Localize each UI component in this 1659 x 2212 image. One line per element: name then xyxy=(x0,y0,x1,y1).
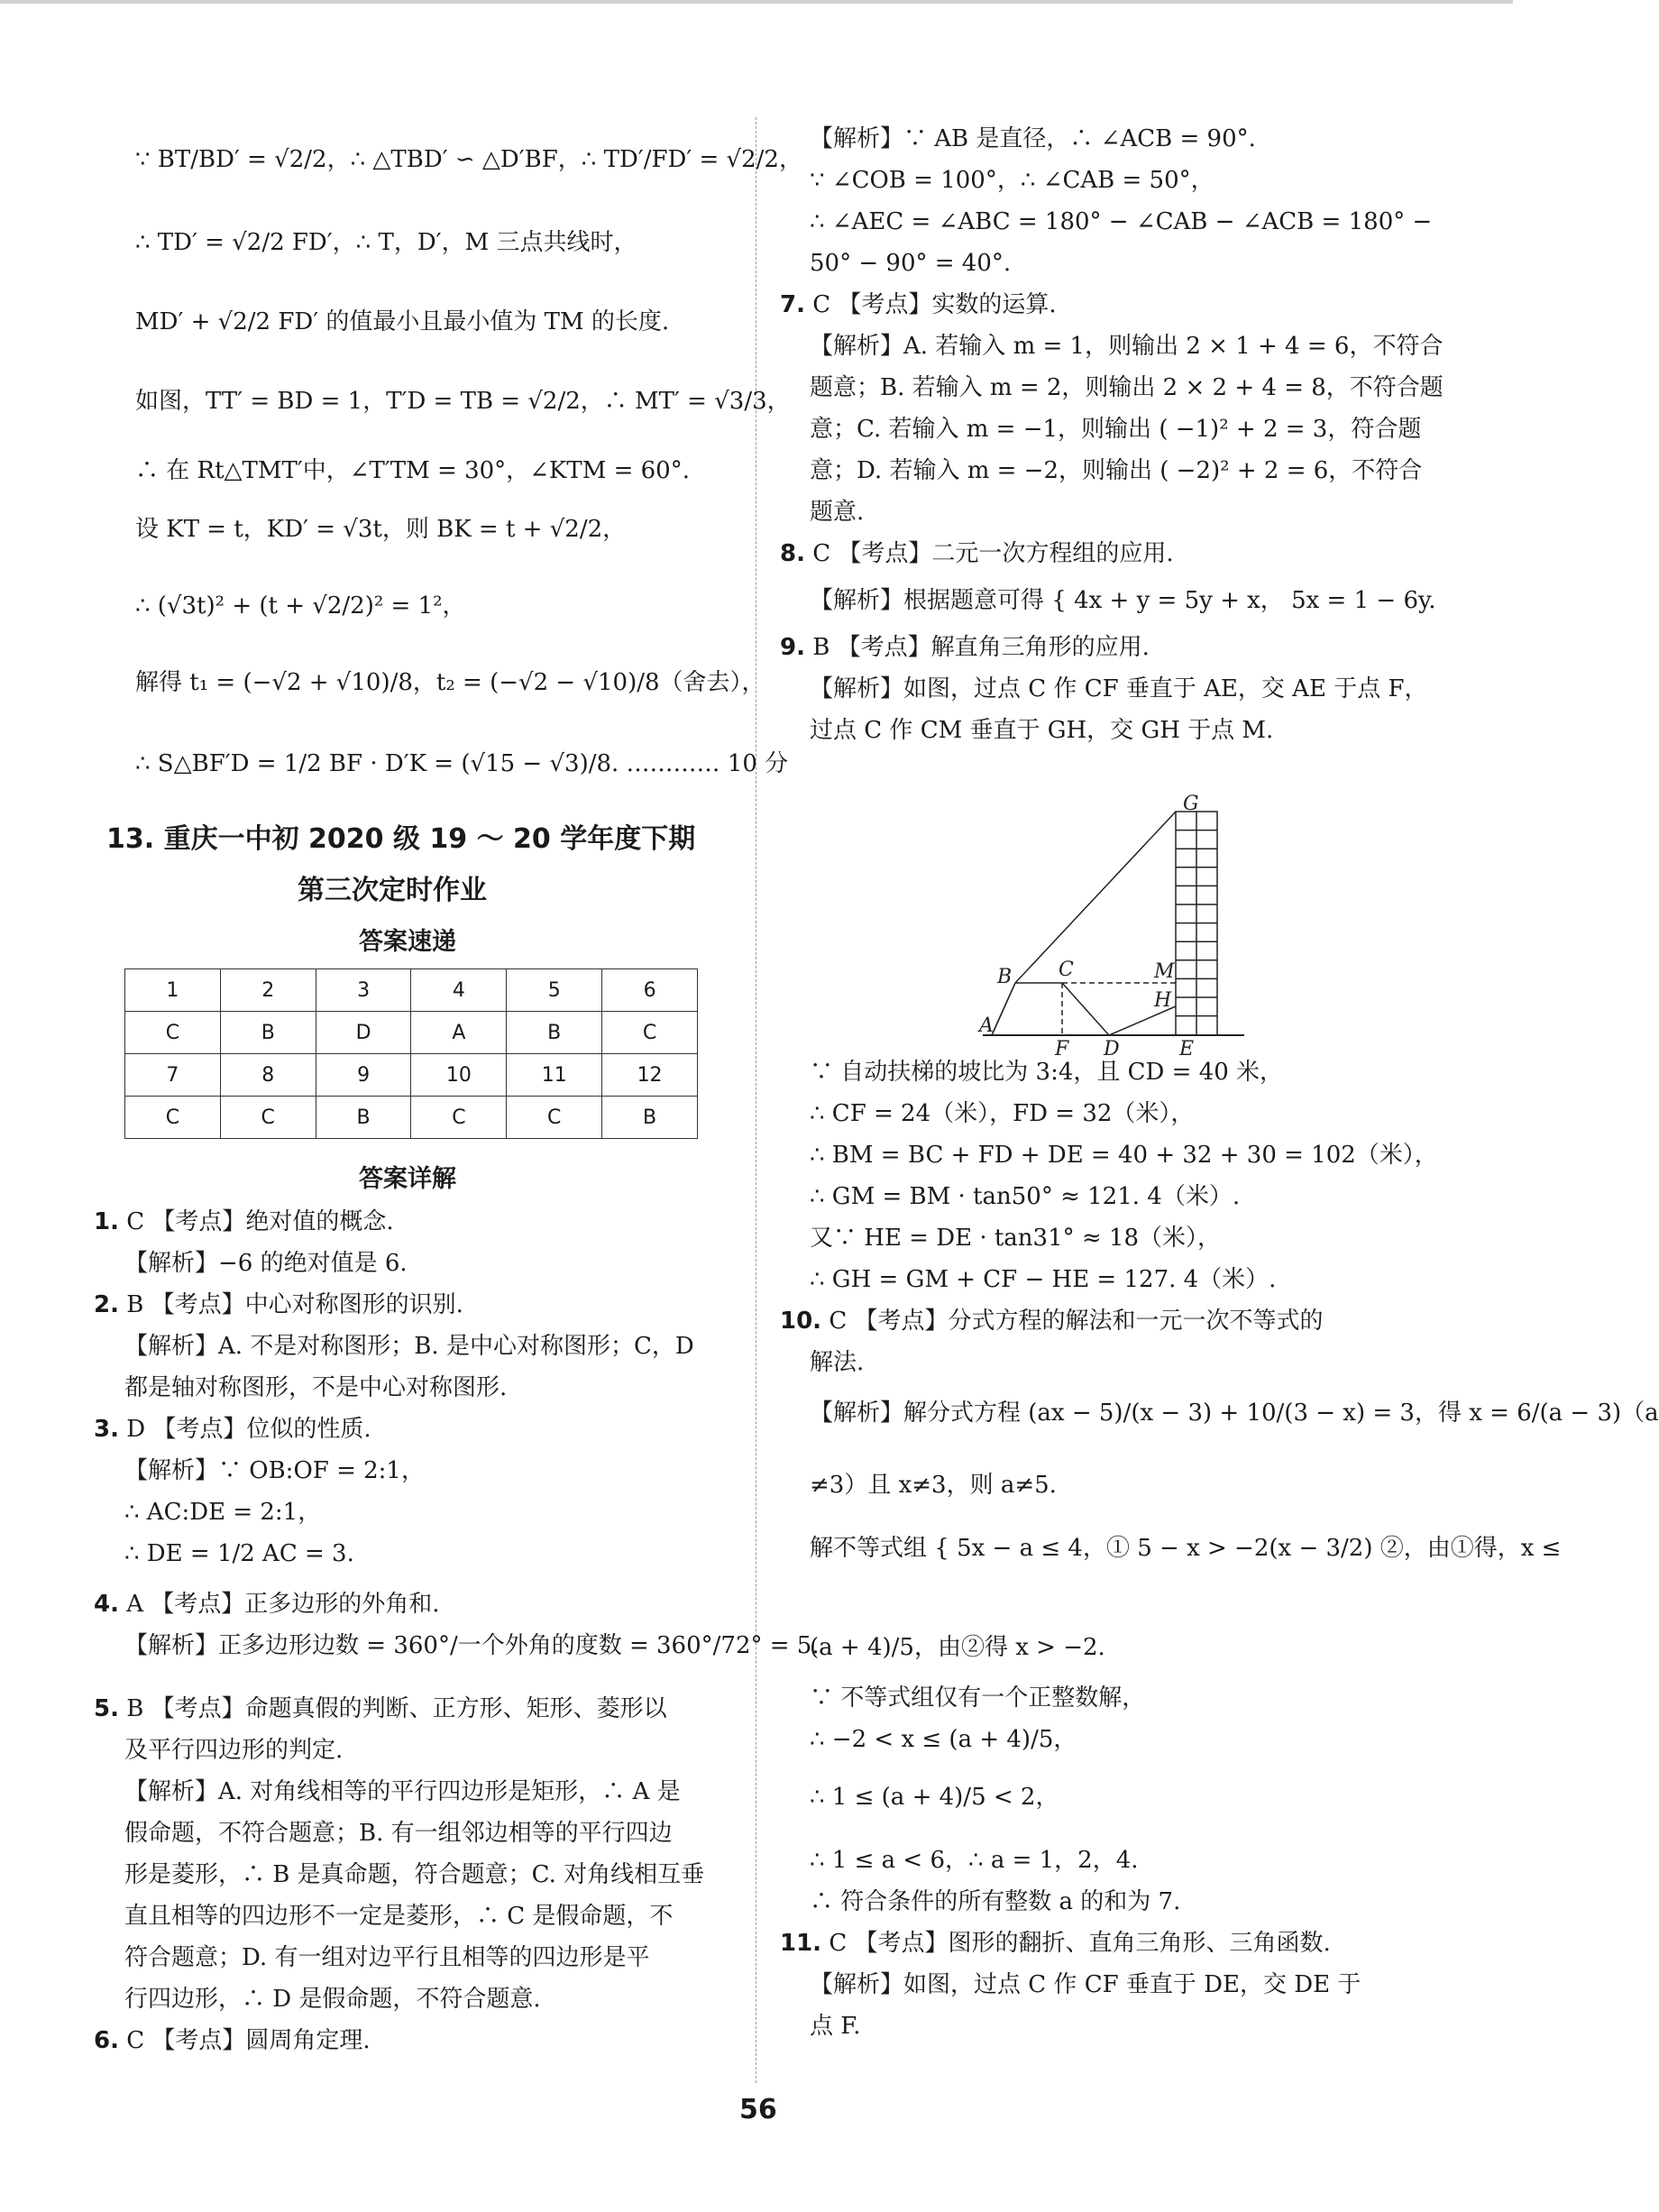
answer-line xyxy=(124,1735,343,1766)
line-text: 过点 C 作 CM 垂直于 GH，交 GH 于点 M. xyxy=(810,717,1274,744)
derivation-line xyxy=(135,455,690,486)
table-row xyxy=(125,1012,698,1054)
answer-line xyxy=(810,1140,1438,1170)
table-cell: C xyxy=(411,1097,507,1139)
answer-line xyxy=(124,1984,541,2015)
table-cell: 3 xyxy=(316,969,411,1012)
answer-table xyxy=(124,968,698,1139)
answer-line xyxy=(810,497,864,528)
line-text: ≠3）且 x≠3，则 a≠5. xyxy=(810,1472,1057,1499)
answer-line xyxy=(780,1928,1331,1959)
line-text: ∵ BT/BD′ = √2/2，∴ △TBD′ ∽ △D′BF，∴ TD′/FD′ = √2/2， xyxy=(135,146,802,173)
line-text: B 【考点】命题真假的判断、正方形、矩形、菱形以 xyxy=(126,1695,667,1722)
answer-line xyxy=(94,1207,394,1237)
line-text: ∴ BM = BC + FD + DE = 40 + 32 + 30 = 102（米）， xyxy=(810,1142,1438,1169)
answer-line xyxy=(810,1398,1659,1428)
line-text: D 【考点】位似的性质. xyxy=(126,1416,371,1443)
line-text: 设 KT = t，KD′ = √3t，则 BK = t + √2/2， xyxy=(135,516,627,543)
line-text: 直且相等的四边形不一定是菱形，∴ C 是假命题，不 xyxy=(124,1903,674,1930)
line-text: 形是菱形，∴ B 是真命题，符合题意；C. 对角线相互垂 xyxy=(124,1861,705,1888)
line-text: ∴ 1 ≤ a < 6，∴ a = 1，2，4. xyxy=(810,1847,1139,1874)
line-text: 意；D. 若输入 m = −2，则输出 ( −2)² + 2 = 6，不符合 xyxy=(810,457,1423,484)
answer-line xyxy=(94,1589,440,1620)
section-subtitle: 第三次定时作业 xyxy=(298,875,487,906)
derivation-line xyxy=(135,591,466,621)
answer-line xyxy=(810,1264,1276,1295)
answer-line xyxy=(810,165,1214,196)
line-text: ∴ DE = 1/2 AC = 3. xyxy=(124,1540,354,1567)
item-number: 5. xyxy=(94,1695,119,1722)
line-text: 解法. xyxy=(810,1349,865,1376)
answer-line xyxy=(810,1057,1283,1088)
line-text: 假命题，不符合题意；B. 有一组邻边相等的平行四边 xyxy=(124,1820,673,1847)
line-text: ∴ AC:DE = 2:1， xyxy=(124,1499,322,1526)
line-text: C 【考点】二元一次方程组的应用. xyxy=(812,540,1174,567)
line-text: 【解析】A. 不是对称图形；B. 是中心对称图形；C，D xyxy=(124,1333,694,1360)
answer-line xyxy=(124,1372,507,1403)
line-text: C 【考点】圆周角定理. xyxy=(126,2027,371,2054)
answer-line xyxy=(780,538,1174,569)
table-cell: C xyxy=(602,1012,698,1054)
line-text: (a + 4)/5，由②得 x > −2. xyxy=(810,1634,1105,1661)
item-number: 6. xyxy=(94,2027,119,2054)
table-cell: D xyxy=(316,1012,411,1054)
line-text: C 【考点】分式方程的解法和一元一次不等式的 xyxy=(829,1308,1324,1335)
answer-line xyxy=(780,632,1150,663)
label-f: F xyxy=(1055,1038,1069,1060)
line-text: 【解析】−6 的绝对值是 6. xyxy=(124,1250,408,1277)
line-text: ∴ −2 < x ≤ (a + 4)/5， xyxy=(810,1726,1077,1753)
line-text: ∴ 在 Rt△TMT′中，∠T′TM = 30°，∠KTM = 60°. xyxy=(135,457,690,484)
table-cell: 11 xyxy=(507,1054,602,1097)
label-m: M xyxy=(1154,960,1175,983)
answer-line xyxy=(94,1693,667,1724)
line-text: 【解析】如图，过点 C 作 CF 垂直于 AE，交 AE 于点 F， xyxy=(810,675,1428,702)
table-cell: B xyxy=(316,1097,411,1139)
answer-line xyxy=(810,1098,1194,1129)
table-cell: 9 xyxy=(316,1054,411,1097)
answer-line xyxy=(810,331,1443,362)
label-g: G xyxy=(1183,793,1199,815)
derivation-line xyxy=(135,514,626,545)
answer-line xyxy=(810,585,1436,616)
answer-line xyxy=(810,1724,1077,1755)
table-cell: 8 xyxy=(220,1054,316,1097)
line-text: 【解析】根据题意可得 { 4x + y = 5y + x， 5x = 1 − 6y. xyxy=(810,587,1436,614)
answer-line xyxy=(810,1470,1057,1501)
answer-line xyxy=(124,1901,673,1932)
item-number: 7. xyxy=(780,291,805,318)
section-title: 13. 重庆一中初 2020 级 19 ～ 20 学年度下期 xyxy=(106,823,696,855)
page-number: 56 xyxy=(739,2094,777,2125)
answer-line xyxy=(810,1632,1105,1663)
answer-line xyxy=(810,248,1011,279)
line-text: C 【考点】实数的运算. xyxy=(812,291,1057,318)
answer-line xyxy=(124,1776,681,1807)
answer-line xyxy=(810,414,1421,445)
derivation-line xyxy=(135,667,765,698)
answer-line xyxy=(124,1497,321,1528)
answer-line xyxy=(94,1290,463,1320)
answer-line xyxy=(124,1455,425,1486)
table-cell: C xyxy=(507,1097,602,1139)
line-text: 【解析】∵ OB:OF = 2:1， xyxy=(124,1457,425,1484)
answer-line xyxy=(810,2011,861,2042)
table-cell: 10 xyxy=(411,1054,507,1097)
table-cell: A xyxy=(411,1012,507,1054)
label-c: C xyxy=(1059,959,1074,981)
derivation-line xyxy=(135,386,791,417)
answer-line xyxy=(810,1845,1139,1876)
item-number: 1. xyxy=(94,1208,119,1235)
line-text: 50° − 90° = 40°. xyxy=(810,250,1012,277)
table-cell: B xyxy=(602,1097,698,1139)
item-number: 4. xyxy=(94,1591,119,1618)
line-text: 符合题意；D. 有一组对边平行且相等的四边形是平 xyxy=(124,1944,650,1971)
answer-line xyxy=(810,1969,1361,2000)
table-cell: 4 xyxy=(411,969,507,1012)
line-text: ∵ 自动扶梯的坡比为 3:4，且 CD = 40 米， xyxy=(810,1059,1284,1086)
line-text: 又∵ HE = DE · tan31° ≈ 18（米）， xyxy=(810,1225,1222,1252)
line-text: ∴ (√3t)² + (t + √2/2)² = 1²， xyxy=(135,592,466,620)
answer-line xyxy=(810,1683,1145,1713)
line-text: ∵ 不等式组仅有一个正整数解， xyxy=(810,1684,1146,1712)
answer-line xyxy=(124,1942,649,1973)
answer-line xyxy=(810,1782,1059,1813)
answer-line xyxy=(810,715,1273,746)
label-b: B xyxy=(997,966,1013,988)
answer-line xyxy=(94,1414,371,1445)
line-text: C 【考点】图形的翻折、直角三角形、三角函数. xyxy=(829,1930,1331,1957)
table-cell: 2 xyxy=(220,969,316,1012)
answer-line xyxy=(810,207,1432,237)
answer-line xyxy=(124,1248,408,1279)
answer-line xyxy=(124,1818,673,1849)
line-text: 【解析】如图，过点 C 作 CF 垂直于 DE，交 DE 于 xyxy=(810,1971,1361,1998)
table-cell: B xyxy=(220,1012,316,1054)
line-text: ∴ S△BF′D = 1/2 BF · D′K = (√15 − √3)/8. ………… 10 分 xyxy=(135,750,789,777)
answer-line xyxy=(810,1181,1240,1212)
line-text: B 【考点】中心对称图形的识别. xyxy=(126,1291,463,1318)
line-text: 解得 t₁ = (−√2 + √10)/8，t₂ = (−√2 − √10)/8（舍去）， xyxy=(135,669,765,696)
answer-line xyxy=(780,1306,1324,1336)
answer-line xyxy=(810,372,1444,403)
line-text: 点 F. xyxy=(810,2013,861,2040)
line-text: ∴ 符合条件的所有整数 a 的和为 7. xyxy=(810,1888,1181,1915)
table-cell: C xyxy=(125,1097,221,1139)
table-cell: 1 xyxy=(125,969,221,1012)
answer-line xyxy=(810,1886,1180,1917)
line-text: 如图，TT′ = BD = 1，T′D = TB = √2/2，∴ MT′ = √3/3， xyxy=(135,388,791,415)
line-text: ∴ GH = GM + CF − HE = 127. 4（米）. xyxy=(810,1266,1277,1293)
answer-line xyxy=(810,124,1256,154)
details-title: 答案详解 xyxy=(359,1165,456,1193)
top-edge xyxy=(0,0,1513,4)
table-cell: 5 xyxy=(507,969,602,1012)
line-text: ∴ ∠AEC = ∠ABC = 180° − ∠CAB − ∠ACB = 180° − xyxy=(810,208,1433,235)
answer-line xyxy=(124,1630,820,1661)
answer-line xyxy=(810,1223,1221,1253)
table-cell: 12 xyxy=(602,1054,698,1097)
line-text: 【解析】解分式方程 (ax − 5)/(x − 3) + 10/(3 − x) = 3，得 x = 6/(a − 3)（a xyxy=(810,1400,1659,1427)
answer-line xyxy=(94,2025,371,2056)
line-text: A 【考点】正多边形的外角和. xyxy=(126,1591,440,1618)
table-row xyxy=(125,969,698,1012)
line-text: 题意. xyxy=(810,499,865,526)
line-text: C 【考点】绝对值的概念. xyxy=(126,1208,394,1235)
answer-line xyxy=(124,1859,704,1890)
line-text: ∴ CF = 24（米），FD = 32（米）， xyxy=(810,1100,1195,1127)
derivation-line xyxy=(135,748,788,779)
line-text: 行四边形，∴ D 是假命题，不符合题意. xyxy=(124,1986,541,2013)
table-cell: 7 xyxy=(125,1054,221,1097)
label-e: E xyxy=(1179,1038,1195,1060)
line-text: ∴ 1 ≤ (a + 4)/5 < 2， xyxy=(810,1784,1059,1811)
label-d: D xyxy=(1104,1038,1120,1060)
item-number: 10. xyxy=(780,1308,822,1335)
line-text: 【解析】∵ AB 是直径，∴ ∠ACB = 90°. xyxy=(810,125,1256,152)
item-number: 9. xyxy=(780,634,805,661)
answer-line xyxy=(810,1533,1561,1564)
escalator-figure xyxy=(979,793,1253,1060)
line-text: 意；C. 若输入 m = −1，则输出 ( −1)² + 2 = 3，符合题 xyxy=(810,416,1422,443)
line-text: B 【考点】解直角三角形的应用. xyxy=(812,634,1150,661)
label-a: A xyxy=(979,1014,994,1037)
line-text: ∴ GM = BM · tan50° ≈ 121. 4（米）. xyxy=(810,1183,1241,1210)
line-text: 及平行四边形的判定. xyxy=(124,1737,344,1764)
table-cell: C xyxy=(125,1012,221,1054)
quick-answers-title: 答案速递 xyxy=(359,928,456,956)
derivation-line xyxy=(135,144,802,175)
line-text: 【解析】正多边形边数 = 360°/一个外角的度数 = 360°/72° = 5. xyxy=(124,1632,820,1659)
item-number: 8. xyxy=(780,540,805,567)
answer-line xyxy=(124,1538,354,1569)
item-number: 3. xyxy=(94,1416,119,1443)
derivation-line xyxy=(135,307,669,337)
table-cell: C xyxy=(220,1097,316,1139)
item-number: 11. xyxy=(780,1930,822,1957)
table-cell: B xyxy=(507,1012,602,1054)
answer-line xyxy=(780,289,1057,320)
line-text: 题意；B. 若输入 m = 2，则输出 2 × 2 + 4 = 8，不符合题 xyxy=(810,374,1444,401)
answer-line xyxy=(810,1347,864,1378)
answer-line xyxy=(810,674,1428,704)
line-text: 【解析】A. 对角线相等的平行四边形是矩形，∴ A 是 xyxy=(124,1778,681,1805)
table-cell: 6 xyxy=(602,969,698,1012)
label-h: H xyxy=(1154,989,1172,1012)
line-text: ∵ ∠COB = 100°，∴ ∠CAB = 50°， xyxy=(810,167,1214,194)
line-text: MD′ + √2/2 FD′ 的值最小且最小值为 TM 的长度. xyxy=(135,308,670,335)
answer-line xyxy=(810,455,1422,486)
item-number: 2. xyxy=(94,1291,119,1318)
answer-line xyxy=(124,1331,694,1362)
table-row xyxy=(125,1054,698,1097)
line-text: 都是轴对称图形，不是中心对称图形. xyxy=(124,1374,508,1401)
derivation-line xyxy=(135,227,637,258)
line-text: 解不等式组 { 5x − a ≤ 4，① 5 − x > −2(x − 3/2) ②，由①得，x ≤ xyxy=(810,1535,1562,1562)
table-row xyxy=(125,1097,698,1139)
line-text: 【解析】A. 若输入 m = 1，则输出 2 × 1 + 4 = 6，不符合 xyxy=(810,333,1444,360)
line-text: ∴ TD′ = √2/2 FD′，∴ T，D′，M 三点共线时， xyxy=(135,229,637,256)
